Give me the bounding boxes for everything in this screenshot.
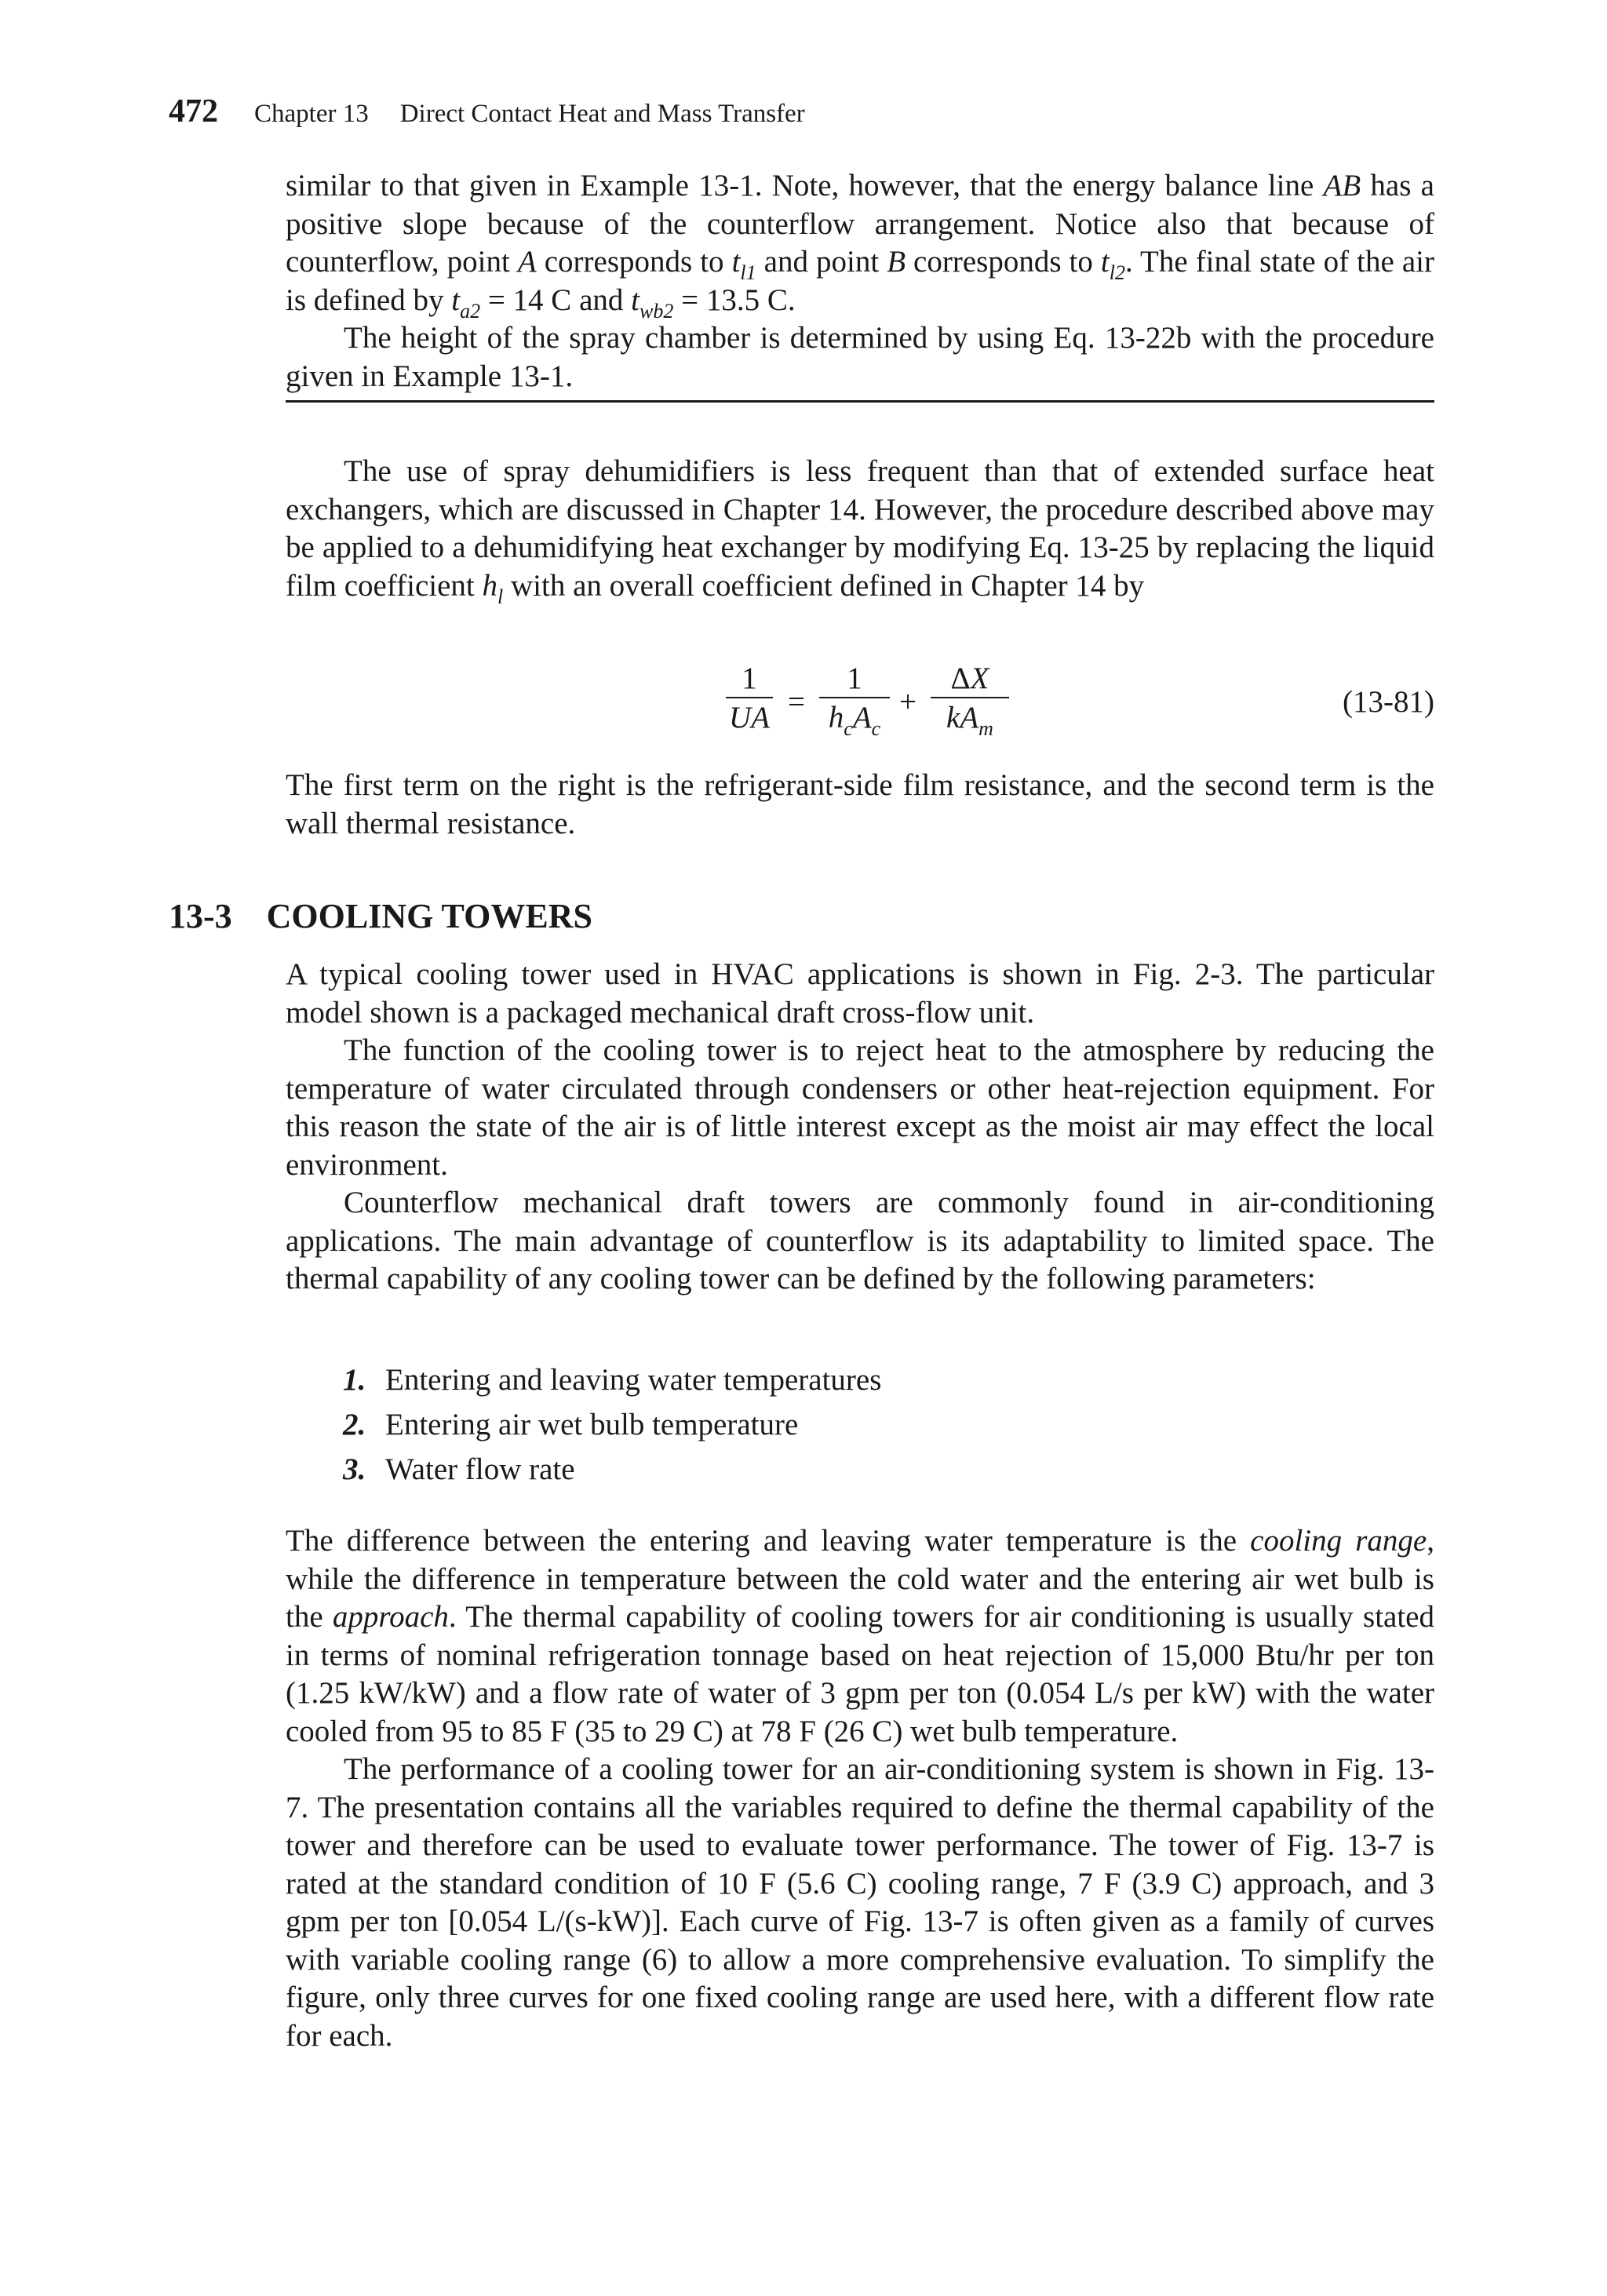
paragraph: The use of spray dehumidifiers is less frequent than that of extended surface heat exchangers, which are discussed in Chapter 14. However, the procedure described above may be applied to a dehumidifying heat exchanger by modifying Eq. 13-25 by replacing the liquid film coefficient $h_l$ with an overall coefficient defined in Chapter 14 by <box>286 454 1434 608</box>
fraction-film: 1 $h_cA_c$ <box>819 661 890 734</box>
example-conclusion <box>286 167 1434 395</box>
page-number: 472 <box>169 93 218 129</box>
paragraph: A typical cooling tower used in HVAC applications is shown in Fig. 2-3. The particular model shown is a packaged mechanical draft cross-flow unit. <box>286 957 1434 1030</box>
list-item: 2. Entering air wet bulb temperature <box>343 1408 799 1441</box>
section-body <box>286 956 1434 1299</box>
chapter-title: Direct Contact Heat and Mass Transfer <box>399 100 805 128</box>
paragraph: similar to that given in Example 13-1. Note, however, that the energy balance line AB has a positive slope because of the counterflow arrangement. Notice also that because of counterflow, point A corresponds to $t_{l1}$ and point B corresponds to $t_{l2}$. The final state of the air is defined by $t_{a2} = 14$ C and $t_{wb2} = 13.5$ C. <box>286 169 1434 323</box>
list-item: 1. Entering and leaving water temperatures <box>343 1363 882 1397</box>
paragraph: The height of the spray chamber is determined by using Eq. 13-22b with the procedure given in Example 13-1. <box>286 321 1434 393</box>
section-heading <box>169 896 592 936</box>
equals-sign: = <box>788 685 805 719</box>
paragraph: The first term on the right is the refrigerant-side film resistance, and the second term is the wall thermal resistance. <box>286 768 1434 840</box>
section-title: COOLING TOWERS <box>266 897 592 935</box>
body-text <box>286 767 1434 843</box>
fraction-left: 1 UA <box>726 661 773 734</box>
section-body <box>286 1522 1434 2055</box>
plus-sign: + <box>899 685 916 719</box>
example-end-rule <box>286 400 1434 403</box>
list-item: 3. Water flow rate <box>343 1452 575 1486</box>
paragraph: Counterflow mechanical draft towers are commonly found in air-conditioning applications. The main advantage of counterflow is its adaptability to limited space. The thermal capability of any cooling tower can be defined by the following parameters: <box>286 1186 1434 1296</box>
running-header <box>169 93 805 130</box>
paragraph: The difference between the entering and leaving water temperature is the cooling range, while the difference in temperature between the cold water and the entering air wet bulb is the approach. The thermal capability of cooling towers for air conditioning is usually stated in terms of nominal refrigeration tonnage based on heat rejection of 15,000 Btu/hr per ton (1.25 kW/kW) and a flow rate of water of 3 gpm per ton (0.054 L/s per kW) with the water cooled from 95 to 85 F (35 to 29 C) at 78 F (26 C) wet bulb temperature. <box>286 1524 1434 1748</box>
section-number: 13-3 <box>169 897 232 935</box>
body-text <box>286 453 1434 608</box>
paragraph: The function of the cooling tower is to reject heat to the atmosphere by reducing the temperature of water circulated through condensers or other heat-rejection equipment. For this reason the state of the air is of little interest except as the moist air may effect the local environment. <box>286 1033 1434 1182</box>
equation-13-81 <box>286 661 1434 747</box>
equation-number: (13-81) <box>1343 685 1434 719</box>
fraction-wall: ΔX $kA_m$ <box>931 661 1009 734</box>
chapter-label: Chapter 13 <box>254 100 369 128</box>
parameter-list <box>343 1358 881 1492</box>
paragraph: The performance of a cooling tower for an air-conditioning system is shown in Fig. 13-7. The presentation contains all the variables required to define the thermal capability of the tower and therefore can be used to evaluate tower performance. The tower of Fig. 13-7 is rated at the standard condition of 10 F (5.6 C) cooling range, 7 F (3.9 C) approach, and 3 gpm per ton [0.054 L/(s-kW)]. Each curve of Fig. 13-7 is often given as a family of curves with variable cooling range (6) to allow a more comprehensive evaluation. To simplify the figure, only three curves for one fixed cooling range are used here, with a different flow rate for each. <box>286 1752 1434 2053</box>
